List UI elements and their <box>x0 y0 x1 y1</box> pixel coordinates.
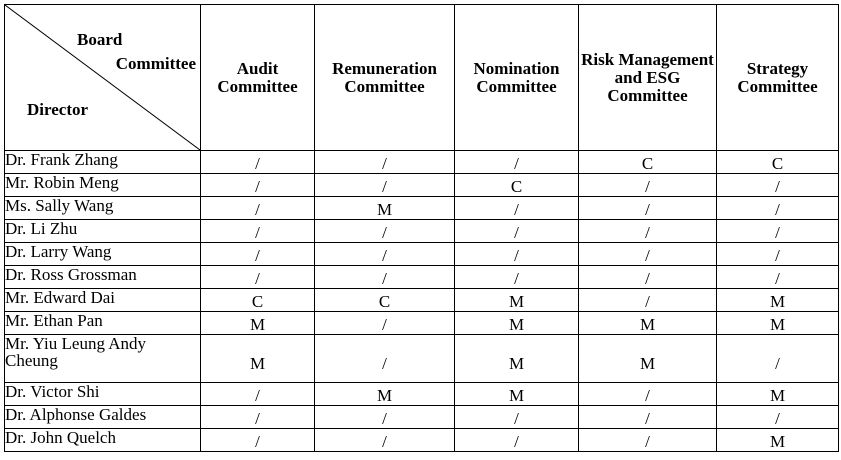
membership-cell-risk-esg: / <box>579 220 717 243</box>
membership-cell-nomination: / <box>455 151 579 174</box>
membership-cell-risk-esg: / <box>579 243 717 266</box>
corner-header-cell <box>5 5 201 151</box>
column-header-remuneration: Remuneration Committee <box>315 5 455 151</box>
membership-cell-remuneration: / <box>315 174 455 197</box>
membership-cell-nomination: M <box>455 289 579 312</box>
membership-cell-strategy: / <box>717 266 839 289</box>
membership-cell-audit: / <box>201 266 315 289</box>
membership-cell-remuneration: / <box>315 151 455 174</box>
membership-cell-risk-esg: / <box>579 383 717 406</box>
membership-cell-remuneration: / <box>315 406 455 429</box>
committee-membership-table <box>4 4 839 452</box>
membership-cell-audit: C <box>201 289 315 312</box>
membership-cell-risk-esg: M <box>579 312 717 335</box>
membership-cell-nomination: C <box>455 174 579 197</box>
director-name-cell: Mr. Edward Dai <box>5 289 201 312</box>
membership-cell-strategy: M <box>717 312 839 335</box>
column-header-nomination: Nomination Committee <box>455 5 579 151</box>
membership-cell-nomination: M <box>455 383 579 406</box>
membership-cell-strategy: / <box>717 406 839 429</box>
membership-cell-remuneration: C <box>315 289 455 312</box>
membership-cell-audit: / <box>201 197 315 220</box>
diagonal-divider <box>5 5 200 150</box>
header-row <box>5 5 839 151</box>
director-name-cell: Dr. Li Zhu <box>5 220 201 243</box>
membership-cell-remuneration: / <box>315 335 455 383</box>
table-row <box>5 383 839 406</box>
membership-cell-audit: M <box>201 335 315 383</box>
membership-cell-audit: / <box>201 429 315 452</box>
corner-board-label: Board <box>77 30 123 49</box>
director-name-cell: Mr. Ethan Pan <box>5 312 201 335</box>
column-header-strategy: Strategy Committee <box>717 5 839 151</box>
membership-cell-remuneration: / <box>315 220 455 243</box>
director-name-cell: Dr. John Quelch <box>5 429 201 452</box>
table-row <box>5 266 839 289</box>
corner-committee-label: Committee <box>115 54 196 73</box>
membership-cell-risk-esg: / <box>579 289 717 312</box>
column-header-audit: Audit Committee <box>201 5 315 151</box>
table-row <box>5 220 839 243</box>
membership-cell-nomination: M <box>455 312 579 335</box>
membership-cell-strategy: M <box>717 289 839 312</box>
membership-cell-remuneration: / <box>315 312 455 335</box>
membership-cell-risk-esg: M <box>579 335 717 383</box>
table-row <box>5 335 839 383</box>
membership-cell-strategy: / <box>717 220 839 243</box>
table-row <box>5 243 839 266</box>
membership-cell-strategy: / <box>717 174 839 197</box>
membership-cell-nomination: / <box>455 429 579 452</box>
corner-director-label: Director <box>27 100 89 119</box>
membership-cell-risk-esg: / <box>579 174 717 197</box>
membership-cell-risk-esg: / <box>579 406 717 429</box>
membership-cell-strategy: M <box>717 429 839 452</box>
table-row <box>5 174 839 197</box>
membership-cell-audit: / <box>201 220 315 243</box>
membership-cell-audit: / <box>201 174 315 197</box>
membership-cell-risk-esg: / <box>579 266 717 289</box>
director-name-cell: Mr. Yiu Leung Andy Cheung <box>5 335 201 383</box>
membership-cell-remuneration: / <box>315 429 455 452</box>
membership-cell-audit: / <box>201 243 315 266</box>
membership-cell-strategy: / <box>717 243 839 266</box>
membership-cell-audit: / <box>201 406 315 429</box>
membership-cell-audit: / <box>201 151 315 174</box>
membership-cell-strategy: C <box>717 151 839 174</box>
membership-cell-nomination: / <box>455 266 579 289</box>
membership-cell-remuneration: M <box>315 197 455 220</box>
column-header-risk-esg: Risk Management and ESG Committee <box>579 5 717 151</box>
table-row <box>5 151 839 174</box>
table-row <box>5 429 839 452</box>
membership-cell-audit: / <box>201 383 315 406</box>
director-name-cell: Dr. Frank Zhang <box>5 151 201 174</box>
table-row <box>5 406 839 429</box>
table-row <box>5 289 839 312</box>
table-row <box>5 197 839 220</box>
membership-cell-nomination: M <box>455 335 579 383</box>
membership-cell-audit: M <box>201 312 315 335</box>
director-name-cell: Dr. Larry Wang <box>5 243 201 266</box>
membership-cell-remuneration: / <box>315 266 455 289</box>
membership-cell-strategy: / <box>717 335 839 383</box>
membership-cell-nomination: / <box>455 220 579 243</box>
membership-cell-strategy: / <box>717 197 839 220</box>
membership-cell-risk-esg: C <box>579 151 717 174</box>
membership-cell-strategy: M <box>717 383 839 406</box>
membership-cell-nomination: / <box>455 197 579 220</box>
membership-cell-risk-esg: / <box>579 197 717 220</box>
director-name-cell: Mr. Robin Meng <box>5 174 201 197</box>
membership-cell-nomination: / <box>455 243 579 266</box>
membership-cell-risk-esg: / <box>579 429 717 452</box>
director-name-cell: Dr. Ross Grossman <box>5 266 201 289</box>
membership-cell-remuneration: / <box>315 243 455 266</box>
membership-cell-remuneration: M <box>315 383 455 406</box>
director-name-cell: Ms. Sally Wang <box>5 197 201 220</box>
director-name-cell: Dr. Alphonse Galdes <box>5 406 201 429</box>
director-name-cell: Dr. Victor Shi <box>5 383 201 406</box>
table-row <box>5 312 839 335</box>
membership-cell-nomination: / <box>455 406 579 429</box>
